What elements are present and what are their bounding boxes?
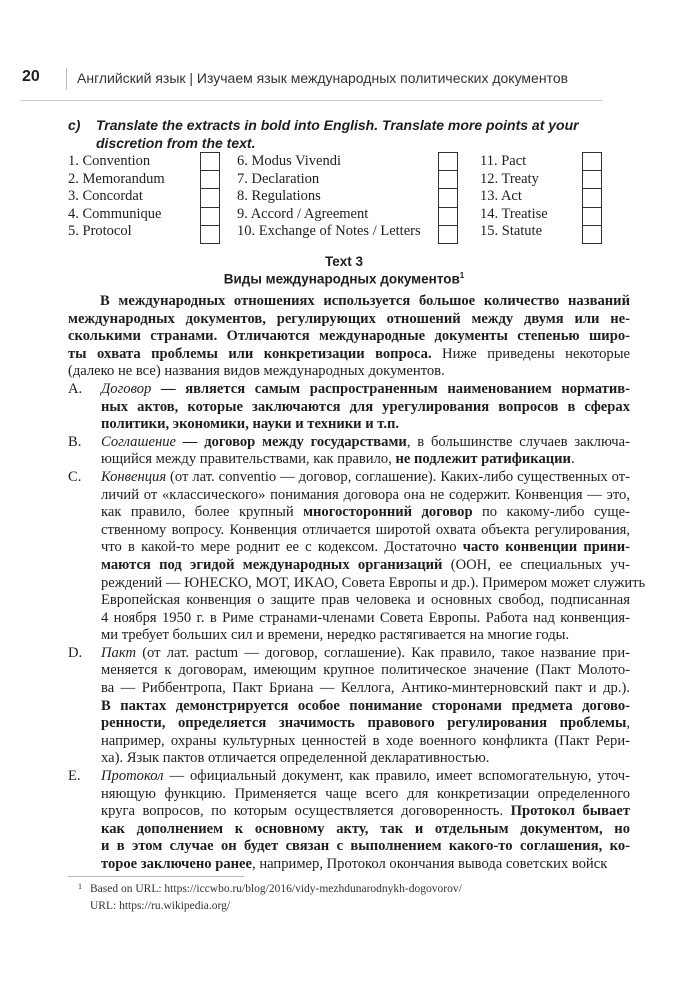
bold-extract: политики, экономики, науки и техники и т.п. (101, 416, 400, 433)
task-label: c) (68, 117, 81, 133)
answer-checkbox[interactable] (582, 152, 602, 170)
text-segment: , например, Протокол окончания вывода советских войск (252, 856, 608, 872)
term-item: 12. Treaty (480, 170, 539, 187)
text-segment: например, охраны культурных ценностей в ходе военного конфликта (Пакт Рери- (101, 732, 630, 749)
term-item: 9. Accord / Agreement (237, 205, 369, 222)
text-line (101, 786, 630, 804)
text-segment: личий от «классического» понимания договора она не содержит. Конвенция — это, (101, 486, 630, 503)
bold-extract: ренности, определяется значимость правового регулирования проблемы (101, 715, 627, 732)
term-item: 3. Concordat (68, 188, 143, 205)
text-line (101, 856, 630, 874)
text-line (101, 539, 630, 557)
answer-checkbox[interactable] (438, 225, 458, 244)
bold-extract: многосторонний договор (303, 504, 473, 521)
text-segment: (от лат. pactum — договор, соглашение). Как правило, такое название при- (136, 644, 630, 661)
text-line (101, 821, 630, 839)
bold-extract: не подлежит ратификации (395, 451, 571, 468)
bold-extract: Протокол бывает (510, 803, 630, 820)
text-line (101, 399, 630, 417)
text-line (68, 363, 630, 381)
text-segment: ва — Риббентропа, Пакт Бриана — Келлога, Антико-минтерновский пакт и др.). (101, 680, 630, 697)
text-segment: 4 ноября 1950 г. в Риме странами-членами Совета Европы. Работа над конвенция- (101, 609, 630, 626)
term-item: 10. Exchange of Notes / Letters (237, 223, 421, 240)
bold-extract: часто конвенции прини- (462, 539, 630, 556)
text-segment: няющую функцию. Применяется чаще всего для конкретизации определенного (101, 785, 630, 802)
text-line (100, 293, 630, 311)
answer-checkbox[interactable] (200, 170, 220, 188)
item-letter: A. (68, 380, 83, 397)
term-item: 1. Convention (68, 153, 151, 169)
footnote-ref: 1 (459, 271, 465, 280)
terms-column-1 (68, 153, 165, 241)
definition-item (68, 434, 630, 469)
text-heading: Text 3 (324, 254, 363, 269)
term-name: Конвенция (101, 468, 167, 485)
terms-column-3 (480, 153, 548, 241)
answer-checkbox[interactable] (438, 188, 458, 206)
text-segment: , в большинстве случаев заключа- (406, 433, 630, 450)
answer-checkbox[interactable] (438, 207, 458, 225)
answer-checkbox[interactable] (582, 207, 602, 225)
answer-boxes-3 (582, 152, 602, 244)
bold-extract: сколькими странами. Отличаются международные документы степенью широ- (68, 328, 630, 345)
term-item: 4. Communique (68, 205, 162, 222)
text-segment: что в какой-то мере роднит ее с кодексом. Достаточно (101, 539, 463, 556)
answer-checkbox[interactable] (200, 152, 220, 170)
term-item: 7. Declaration (237, 170, 320, 187)
term-name: Пакт (101, 644, 137, 661)
definition-item (68, 645, 630, 768)
text-segment: ственному вопросу. Конвенция отличается широтой охвата объекта регулирования, (101, 521, 630, 538)
text-line (101, 574, 646, 593)
text-line (101, 451, 630, 469)
text-segment: ми требует больших сил и времени, нередко растягивается на многие годы. (101, 627, 570, 644)
footnote-rule (68, 876, 244, 877)
task-instruction (68, 116, 588, 152)
text-line (68, 311, 630, 329)
answer-checkbox[interactable] (438, 152, 458, 170)
text-line (101, 557, 630, 575)
answer-checkbox[interactable] (200, 207, 220, 225)
text-segment: (далеко не все) названия видов международных документов. (68, 363, 445, 380)
answer-checkbox[interactable] (582, 170, 602, 188)
term-name: Соглашение (101, 433, 176, 450)
text-segment: (ООН, ее специальных уч- (442, 556, 630, 573)
text-line (101, 469, 630, 487)
text-line (101, 715, 630, 733)
text-line (101, 733, 630, 751)
bold-extract: торое заключено ранее (101, 856, 253, 872)
answer-checkbox[interactable] (200, 188, 220, 206)
item-letter: B. (68, 433, 82, 450)
text-line (101, 381, 630, 399)
bold-extract: как дополнением к основному акту, так и отдельным документом, но (101, 820, 630, 837)
term-item: 2. Memorandum (68, 170, 165, 187)
text-segment: меняется к договорам, имеющим крупное политическое значение (Пакт Молото- (101, 662, 630, 679)
text-line (101, 698, 630, 716)
text-line (101, 522, 630, 540)
term-item: 14. Treatise (480, 205, 548, 222)
text-segment: (от лат. conventio — договор, соглашение). Каких-либо существенных от- (166, 468, 630, 485)
term-item: 13. Act (480, 188, 522, 205)
text-line (101, 416, 630, 434)
bold-extract: — договор между государствами (175, 433, 407, 450)
footnote-mark: 1 (78, 882, 82, 891)
item-letter: E. (68, 768, 81, 785)
text-line (101, 627, 630, 645)
text-line (101, 434, 630, 452)
bold-extract: ных актов, которые заключаются для урегулирования вопросов в сферах (101, 398, 630, 415)
text-segment: как правило, более крупный (101, 504, 304, 521)
text-line (101, 803, 630, 821)
terms-column-2 (237, 153, 421, 241)
bold-extract: ты охвата проблемы или конкретизации вопроса. (68, 345, 432, 362)
text-line (101, 610, 630, 628)
term-item: 15. Statute (480, 223, 543, 240)
text-line (68, 328, 630, 346)
intro-paragraph (68, 293, 630, 381)
term-name: Протокол (101, 768, 164, 785)
answer-checkbox[interactable] (582, 188, 602, 206)
text-segment: ющийся между правительствами, как правило, (101, 451, 396, 468)
task-text: Translate the extracts in bold into English. Translate more points at your discretion from the text. (96, 117, 579, 151)
answer-checkbox[interactable] (200, 225, 220, 244)
text-segment: . (570, 451, 575, 468)
text-segment: Ниже приведены некоторые (431, 345, 630, 362)
item-letter: C. (68, 468, 82, 485)
header-divider (66, 68, 67, 90)
definition-item (68, 468, 646, 645)
text-line (101, 504, 630, 522)
text-segment: реждений — ЮНЕСКО, МОТ, ИКАО, Совета Европы и др.). Примером может служить (101, 574, 646, 591)
answer-checkbox[interactable] (582, 225, 602, 244)
text-line (101, 768, 630, 786)
item-letter: D. (68, 644, 83, 661)
footnote-line: URL: https://ru.wikipedia.org/ (90, 900, 231, 912)
text-segment: , (626, 715, 630, 732)
term-item: 11. Pact (480, 153, 527, 169)
body-text (68, 293, 646, 874)
answer-boxes-1 (200, 152, 220, 244)
text-line (101, 680, 630, 698)
text-line (101, 662, 630, 680)
text-segment: по какому-либо суще- (472, 504, 630, 521)
bold-extract: — является самым распространенным наименованием норматив- (151, 380, 630, 397)
header-rule (20, 100, 602, 101)
text-line (101, 487, 630, 505)
definition-item (68, 768, 630, 874)
text-line (101, 838, 630, 856)
text-line (101, 645, 630, 663)
bold-extract: В пактах демонстрируется особое понимание сторонами предмета догово- (101, 697, 630, 714)
text-line (68, 346, 630, 364)
text-title (0, 271, 688, 287)
text-segment: ха). Язык пактов отличается определенной декларативностью. (101, 750, 490, 767)
bold-extract: маются под эгидой международных организаций (101, 556, 443, 573)
footnote-line: Based on URL: https://iccwbo.ru/blog/2016/vidy-mezhdunarodnykh-dogovorov/ (90, 883, 462, 895)
bold-extract: международных документов, регулирующих отношений между двумя или не- (68, 310, 630, 327)
term-item: 6. Modus Vivendi (237, 153, 341, 169)
term-item: 5. Protocol (68, 223, 132, 240)
definition-item (68, 381, 630, 434)
term-name: Договор (101, 380, 152, 397)
text-line (101, 750, 630, 768)
text-segment: Европейская конвенция о защите прав человека и основных свобод, подписанная (101, 592, 630, 609)
header-title: Английский язык | Изучаем язык международных политических документов (77, 70, 569, 86)
footnote (78, 881, 462, 915)
term-item: 8. Regulations (237, 188, 321, 205)
text-line (101, 592, 630, 610)
text-segment: — официальный документ, как правило, имеет вспомогательную, уточ- (163, 768, 630, 785)
bold-extract: В международных отношениях используется большое количество названий (100, 293, 630, 309)
bold-extract: и в этом случае он будет связан с выполнением какого-то соглашения, ко- (101, 838, 630, 855)
page-number: 20 (22, 68, 40, 85)
answer-checkbox[interactable] (438, 170, 458, 188)
answer-boxes-2 (438, 152, 458, 244)
text-segment: круга вопросов, по которым осуществляется договоренность. (101, 803, 511, 820)
text-title-label: Виды международных документов (223, 271, 460, 287)
